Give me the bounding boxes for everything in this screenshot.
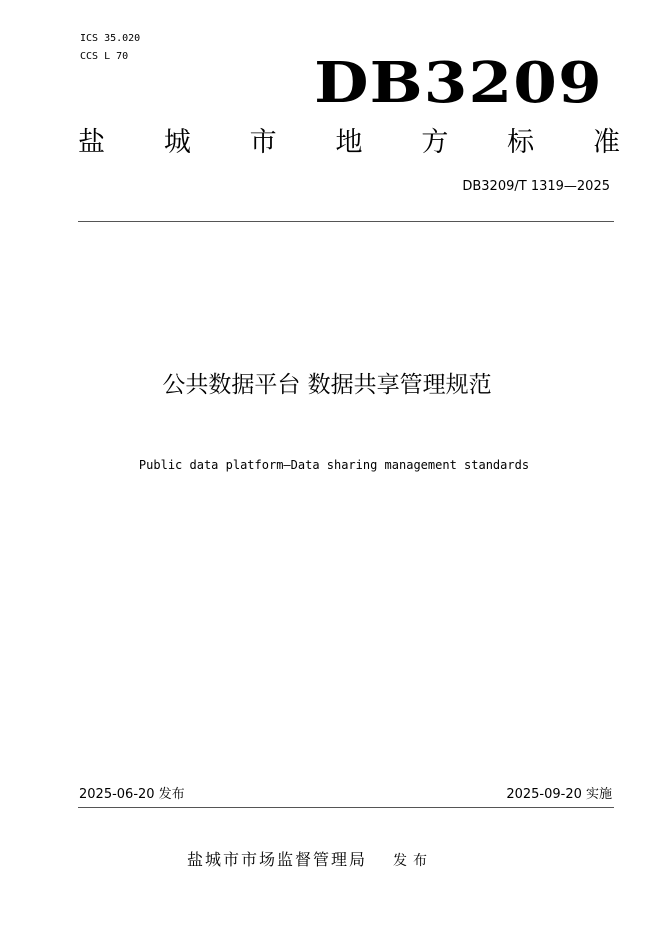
title-chinese: 公共数据平台 数据共享管理规范 [162,372,492,398]
standard-type-char: 地 [335,127,363,158]
standard-type-char: 准 [592,127,620,158]
issue-date: 2025-06-20 发布 [79,787,185,802]
title-english: Public data platform—Data sharing management standards [138,458,530,472]
standard-type-char: 盐 [78,127,105,158]
footer-divider [78,807,614,808]
implementation-date: 2025-09-20 实施 [506,787,612,802]
header-divider [78,221,614,222]
standard-code-mark: DB3209 [314,50,603,116]
issuer-action: 发布 [393,853,434,869]
issuer-block [187,849,433,872]
standard-type-char: 方 [421,127,449,158]
standard-number: DB3209/T 1319—2025 [462,179,610,194]
ics-code: ICS 35.020 [80,33,141,44]
standard-type-char: 标 [507,127,535,158]
issuer-name: 盐城市市场监督管理局 [187,850,368,869]
standard-type-char: 市 [249,127,277,158]
ccs-code: CCS L 70 [80,51,129,62]
standard-type-char: 城 [163,127,191,158]
standard-type-heading [78,126,620,160]
